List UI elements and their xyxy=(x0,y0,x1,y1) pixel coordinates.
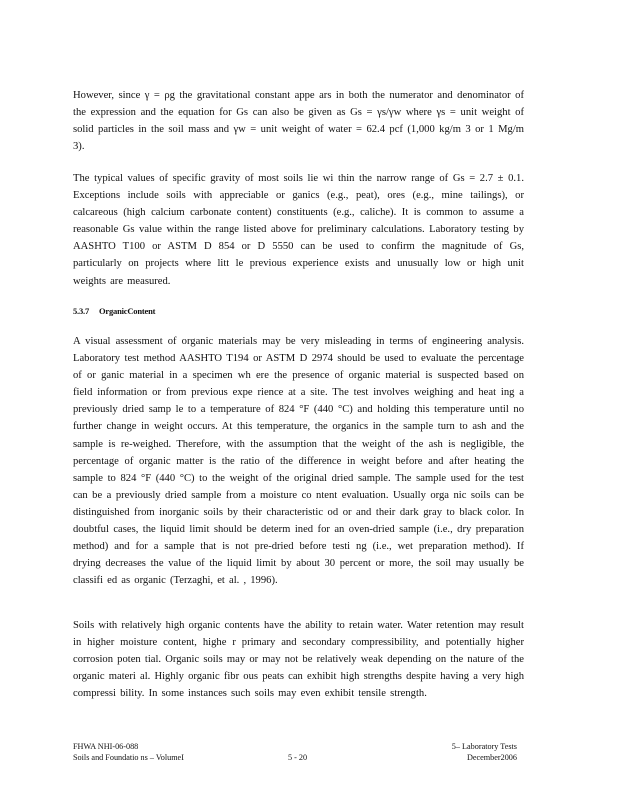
page-number: 5 - 20 xyxy=(288,753,308,762)
footer-right xyxy=(433,741,517,763)
paragraph-organic-soils-properties: Soils with relatively high organic contents have the ability to retain water. Water retention may result in higher moisture content, highe r primary and secondary compressibility, and potentially higher corrosion poten tial. Organic soils may or may not be relatively weak depending on the nature of the organic materi al. Highly organic fibr ous peats can exhibit high strengths despite having a very high compressi bility. In some instances such soils may even exhibit tensile strength. xyxy=(73,620,524,700)
paragraph-specific-gravity-equation: However, since γ = ρg the gravitational constant appe ars in both the numerator and denominator of the expression and the equation for Gs can also be given as Gs = γs/γw where γs = unit weight of solid particles in the soil mass and γw = unit weight of water = 62.4 pcf (1,000 kg/m 3 or 1 Mg/m 3). xyxy=(73,90,524,153)
footer-report-number: FHWA NHI-06-088 xyxy=(73,742,139,751)
footer-chapter: 5– Laboratory Tests xyxy=(451,742,517,751)
section-heading xyxy=(73,306,155,316)
footer-report-title: Soils and Foundatio ns – VolumeI xyxy=(73,753,184,762)
footer-date: December2006 xyxy=(466,753,517,762)
section-number: 5.3.7 xyxy=(73,306,90,316)
paragraph-organic-assessment: A visual assessment of organic materials may be very misleading in terms of engineering analysis. Laboratory test method AASHTO T194 or ASTM D 2974 should be used to evaluate the percentage of or ganic material in a specimen wh ere the presence of organic material is suspected based on field information or from previous expe rience at a site. The test involves weighing and heat ing a previously dried samp le to a temperature of 824 °F (440 °C) and holding this temperature until no further change in weight occurs. At this temperature, the organics in the sample turn to ash and the sample is re-weighed. Therefore, with the assumption that the weight of the ash is negligible, the percentage of organic matter is the ratio of the difference in weight before and after heating the sample to 824 °F (440 °C) to the weight of the original dried sample. The sample used for the test can be a previously dried sample from a moisture co ntent evaluation. Usually orga nic soils can be distinguished from inorganic soils by their characteristic od or and their dark gray to black color. In doubtful cases, the liquid limit should be determ ined for an oven-dried sample (i.e., dry preparation method) and for a sample that is not pre-dried before testi ng (i.e., wet preparation method). If drying decreases the value of the liquid limit by about 30 percent or more, the soil may usually be classifi ed as organic (Terzaghi, et al. , 1996). xyxy=(73,336,524,587)
footer-left xyxy=(73,741,184,763)
section-title: OrganicContent xyxy=(99,306,156,316)
paragraph-typical-specific-gravity: The typical values of specific gravity of most soils lie wi thin the narrow range of Gs = 2.7 ± 0.1. Exceptions include soils with appreciable or ganics (e.g., peat), ores (e.g., mine tailings), or calcareous (high calcium carbonate content) constituents (e.g., caliche). It is common to assume a reasonable Gs value within the range listed above for preliminary calculations. Laboratory testing by AASHTO T100 or ASTM D 854 or D 5550 can be used to confirm the magnitude of Gs, particularly on projects where litt le previous experience exists and unusually low or high unit weights are measured. xyxy=(73,173,524,287)
